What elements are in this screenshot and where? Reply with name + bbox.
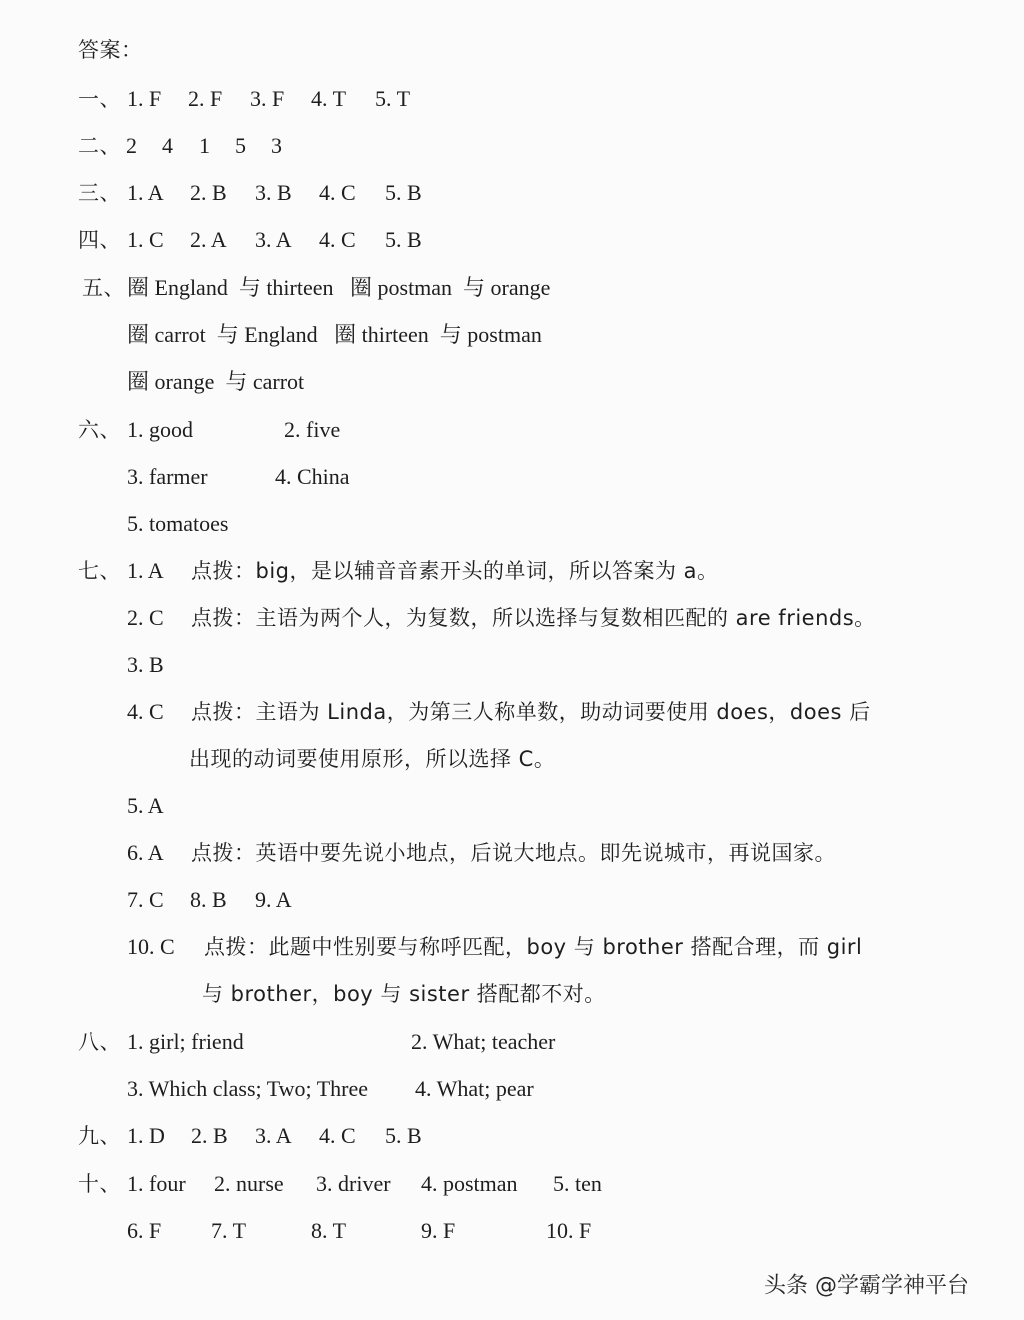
answer-item: 1. C xyxy=(127,227,164,252)
section-label-2: 二、 xyxy=(78,134,121,158)
section-label-9: 九、 xyxy=(78,1124,121,1148)
answer-note: 点拨：主语为两个人，为复数，所以选择与复数相匹配的 are friends。 xyxy=(191,606,876,630)
answer-item: 4. C xyxy=(319,180,356,205)
answer-note: 点拨：主语为 Linda，为第三人称单数，助动词要使用 does，does 后 xyxy=(191,700,871,724)
section-label-1: 一、 xyxy=(78,87,121,111)
answer-item: 5. B xyxy=(385,180,422,205)
section-label-6: 六、 xyxy=(78,418,121,442)
answer-item: 3. A xyxy=(255,1123,292,1148)
answer-item: 3. driver xyxy=(316,1171,391,1196)
answer-line: 圈 England 与 thirteen 圈 postman 与 orange xyxy=(127,275,551,300)
answer-item: 4. C xyxy=(127,699,164,724)
answer-item: 4. What; pear xyxy=(415,1076,534,1101)
answer-item: 9. A xyxy=(255,887,292,912)
answer-item: 2. nurse xyxy=(214,1171,284,1196)
section-label-10: 十、 xyxy=(78,1172,121,1196)
answer-note: 点拨：此题中性别要与称呼匹配，boy 与 brother 搭配合理，而 girl xyxy=(204,935,863,959)
watermark: 头条 @学霸学神平台 xyxy=(764,1273,969,1299)
answer-item: 5. ten xyxy=(553,1171,602,1196)
answer-item: 4. C xyxy=(319,227,356,252)
answer-item: 2. B xyxy=(191,1123,228,1148)
section-label-5: 五、 xyxy=(82,276,125,300)
answer-note-continued: 与 brother，boy 与 sister 搭配都不对。 xyxy=(202,982,606,1006)
answer-item: 3 xyxy=(271,133,282,158)
answer-item: 7. C xyxy=(127,887,164,912)
answer-item: 3. F xyxy=(250,86,285,111)
answer-line: 圈 orange 与 carrot xyxy=(127,369,305,394)
answer-item: 2. B xyxy=(190,180,227,205)
answer-item: 8. B xyxy=(190,887,227,912)
answer-item: 6. A xyxy=(127,840,164,865)
answer-item: 1. four xyxy=(127,1171,186,1196)
answer-item: 3. A xyxy=(255,227,292,252)
answer-item: 2. C xyxy=(127,605,164,630)
answer-note: 点拨：英语中要先说小地点，后说大地点。即先说城市，再说国家。 xyxy=(191,841,836,865)
answer-item: 5. B xyxy=(385,1123,422,1148)
answer-item: 1. A xyxy=(127,180,164,205)
answer-item: 4. T xyxy=(311,86,347,111)
section-label-7: 七、 xyxy=(78,559,121,583)
answer-item: 2. F xyxy=(188,86,223,111)
answer-item: 4. postman xyxy=(421,1171,518,1196)
answer-item: 5. tomatoes xyxy=(127,511,229,536)
answer-item: 5. A xyxy=(127,793,164,818)
answer-item: 4. China xyxy=(275,464,350,489)
answer-item: 1. F xyxy=(127,86,162,111)
answer-item: 10. C xyxy=(127,934,175,959)
answer-item: 1. D xyxy=(127,1123,165,1148)
answer-item: 2. A xyxy=(190,227,227,252)
answer-note: 点拨：big，是以辅音音素开头的单词，所以答案为 a。 xyxy=(191,559,719,583)
answer-item: 3. farmer xyxy=(127,464,208,489)
answer-item: 5 xyxy=(235,133,246,158)
answer-item: 5. B xyxy=(385,227,422,252)
answer-title: 答案： xyxy=(78,38,143,62)
answer-line: 圈 carrot 与 England 圈 thirteen 与 postman xyxy=(127,322,542,347)
section-label-8: 八、 xyxy=(78,1030,121,1054)
section-label-4: 四、 xyxy=(78,228,121,252)
answer-item: 6. F xyxy=(127,1218,162,1243)
answer-item: 4. C xyxy=(319,1123,356,1148)
answer-item: 2 xyxy=(126,133,137,158)
answer-item: 7. T xyxy=(211,1218,247,1243)
answer-item: 5. T xyxy=(375,86,411,111)
answer-item: 10. F xyxy=(546,1218,592,1243)
answer-item: 3. Which class; Two; Three xyxy=(127,1076,369,1101)
answer-item: 1. A xyxy=(127,558,164,583)
answer-item: 3. B xyxy=(127,652,164,677)
answer-item: 2. five xyxy=(284,417,341,442)
answer-note-continued: 出现的动词要使用原形，所以选择 C。 xyxy=(189,747,556,771)
answer-item: 2. What; teacher xyxy=(411,1029,556,1054)
answer-item: 3. B xyxy=(255,180,292,205)
answer-item: 1 xyxy=(199,133,210,158)
section-label-3: 三、 xyxy=(78,181,121,205)
answer-item: 1. girl; friend xyxy=(127,1029,244,1054)
answer-item: 4 xyxy=(162,133,173,158)
answer-item: 9. F xyxy=(421,1218,456,1243)
answer-item: 1. good xyxy=(127,417,193,442)
answer-item: 8. T xyxy=(311,1218,347,1243)
